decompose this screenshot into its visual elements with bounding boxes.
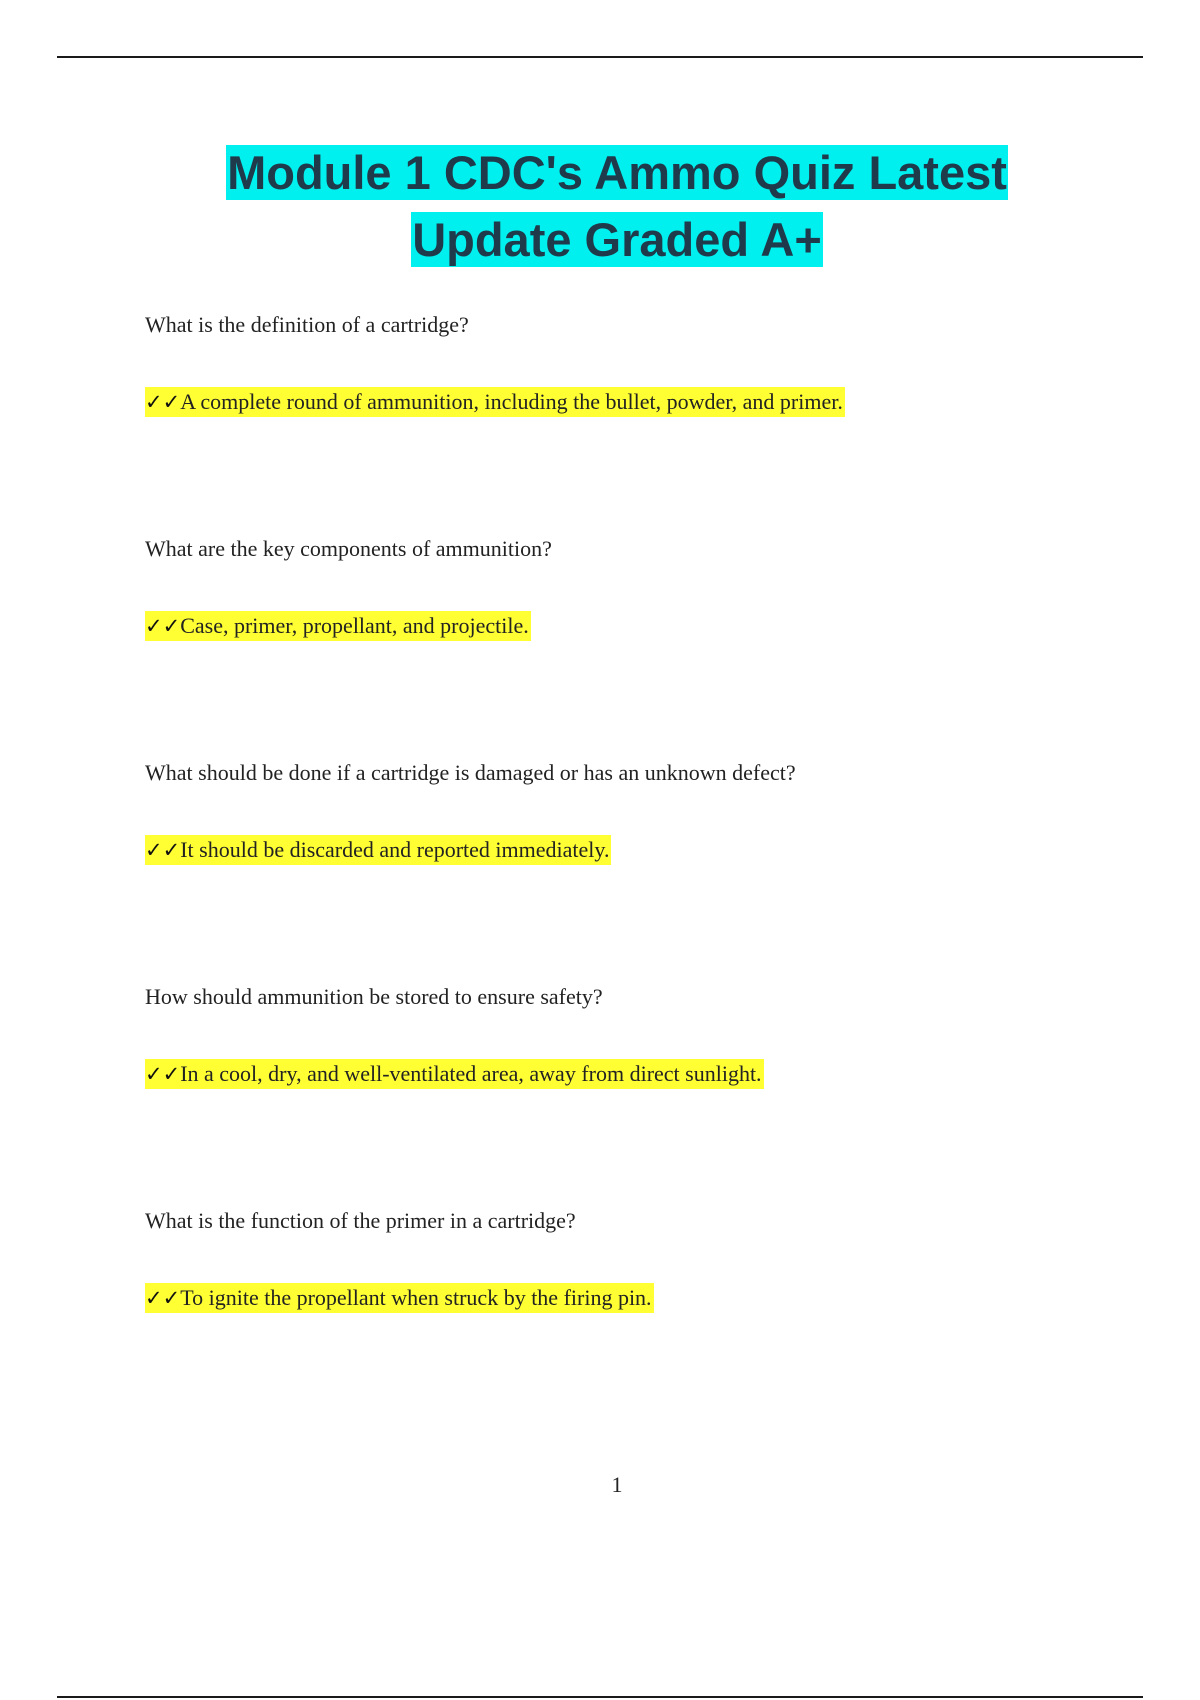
double-check-icon: ✓✓ — [145, 1286, 181, 1310]
document-title — [0, 145, 1200, 279]
answer-text: Case, primer, propellant, and projectile. — [180, 613, 529, 638]
bottom-rule — [57, 1696, 1143, 1698]
qa-item-2 — [145, 535, 1125, 638]
answer-highlight — [145, 835, 611, 865]
answer-highlight — [145, 387, 845, 417]
qa-item-5 — [145, 1207, 1125, 1310]
top-rule — [57, 56, 1143, 58]
answer-text: It should be discarded and reported immediately. — [180, 837, 610, 862]
answer-text: A complete round of ammunition, including the bullet, powder, and primer. — [180, 389, 843, 414]
title-line-2: Update Graded A+ — [412, 213, 822, 266]
question-text: What is the definition of a cartridge? — [145, 312, 469, 337]
double-check-icon: ✓✓ — [145, 838, 181, 862]
answer-highlight — [145, 1059, 764, 1089]
title-line-1: Module 1 CDC's Ammo Quiz Latest — [227, 146, 1007, 199]
double-check-icon: ✓✓ — [145, 614, 181, 638]
qa-item-1 — [145, 311, 1125, 414]
answer-highlight — [145, 611, 531, 641]
double-check-icon: ✓✓ — [145, 390, 181, 414]
page-number: 1 — [611, 1472, 623, 1497]
question-text: What are the key components of ammunition? — [145, 536, 552, 561]
answer-text: To ignite the propellant when struck by the firing pin. — [180, 1285, 652, 1310]
qa-item-4 — [145, 983, 1125, 1086]
question-text: How should ammunition be stored to ensure safety? — [145, 984, 603, 1009]
question-text: What is the function of the primer in a cartridge? — [145, 1208, 576, 1233]
double-check-icon: ✓✓ — [145, 1062, 181, 1086]
qa-item-3 — [145, 759, 1125, 862]
question-text: What should be done if a cartridge is damaged or has an unknown defect? — [145, 760, 796, 785]
answer-highlight — [145, 1283, 654, 1313]
answer-text: In a cool, dry, and well-ventilated area, away from direct sunlight. — [180, 1061, 762, 1086]
